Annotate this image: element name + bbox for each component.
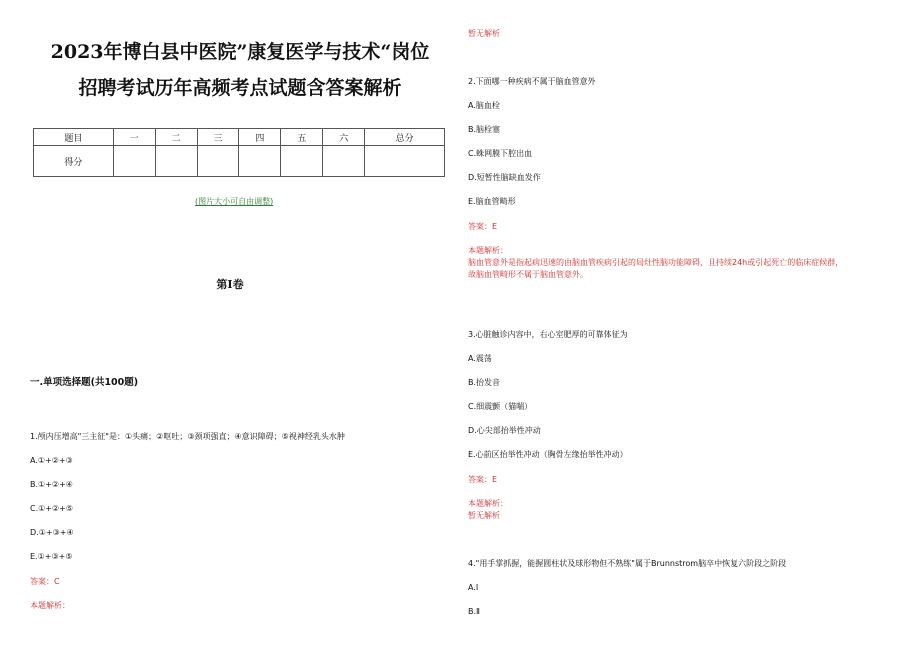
question-stem: 4."用手掌抓握，能握圆柱状及球形物但不熟练"属于Brunnstrom脑卒中恢复六阶段之阶段 [468,559,787,568]
option-b: B.Ⅱ [468,607,480,616]
question-stem: 3.心脏触诊内容中，右心室肥厚的可靠体征为 [468,330,628,339]
score-row-label: 得分 [34,146,114,177]
answer-text: 答案：E [468,222,498,231]
score-cell [113,146,155,177]
score-cell [239,146,281,177]
answer-text: 答案：C [30,577,60,586]
score-cell [281,146,323,177]
score-table [33,128,445,177]
option-c: C.细震颤（猫喘） [468,402,533,411]
option-a: A.Ⅰ [468,583,479,592]
score-cell [365,146,445,177]
option-a: A.脑血栓 [468,101,500,110]
section-title: 一.单项选择题(共100题) [30,377,139,388]
analysis-text: 暂无解析 [468,511,500,520]
score-row [34,146,445,177]
option-d: D.①+③+④ [30,528,74,537]
option-a: A.震荡 [468,354,492,363]
option-c: C.①+②+⑤ [30,504,74,513]
analysis-label: 本题解析： [468,246,508,255]
score-header-cell: 一 [113,129,155,146]
right-column [460,0,920,651]
option-e: E.①+③+⑤ [30,552,73,561]
score-cell [155,146,197,177]
analysis-label: 本题解析： [468,499,508,508]
option-e: E.心前区抬举性冲动（胸骨左缘抬举性冲动） [468,450,628,459]
score-cell [197,146,239,177]
option-b: B.脑栓塞 [468,125,501,134]
option-d: D.心尖部抬举性冲动 [468,426,541,435]
analysis-text: 暂无解析 [468,29,500,38]
score-header-cell: 五 [281,129,323,146]
doc-title-line1: 2023年博白县中医院”康复医学与技术“岗位 [50,41,430,63]
volume-heading: 第Ⅰ卷 [216,278,244,291]
score-header-cell: 二 [155,129,197,146]
score-header-cell: 四 [239,129,281,146]
analysis-text: 脑血管意外是指起病迅速的由脑血管疾病引起的局灶性脑功能障碍，且持续24h或引起死亡的临床症候群， [468,258,844,267]
score-header-cell: 题目 [34,129,114,146]
option-c: C.蛛网膜下腔出血 [468,149,533,158]
score-header-cell: 三 [197,129,239,146]
score-cell [323,146,365,177]
question-stem: 1.颅内压增高"三主征"是：①头痛；②呕吐；③颈项强直；④意识障碍；⑤视神经乳头水肿 [30,432,345,441]
question-stem: 2.下面哪一种疾病不属于脑血管意外 [468,77,596,86]
answer-text: 答案：E [468,475,498,484]
option-a: A.①+②+③ [30,456,73,465]
option-e: E.脑血管畸形 [468,197,516,206]
score-header-cell: 总分 [365,129,445,146]
image-caption: (图片大小可自由调整) [195,197,274,206]
option-b: B.①+②+④ [30,480,73,489]
score-header-cell: 六 [323,129,365,146]
option-b: B.抬发音 [468,378,501,387]
option-d: D.短暂性脑缺血发作 [468,173,541,182]
doc-title-line2: 招聘考试历年高频考点试题含答案解析 [78,77,402,99]
analysis-text: 故脑血管畸形不属于脑血管意外。 [468,270,588,279]
analysis-label: 本题解析： [30,601,70,610]
score-header-row [34,129,445,146]
